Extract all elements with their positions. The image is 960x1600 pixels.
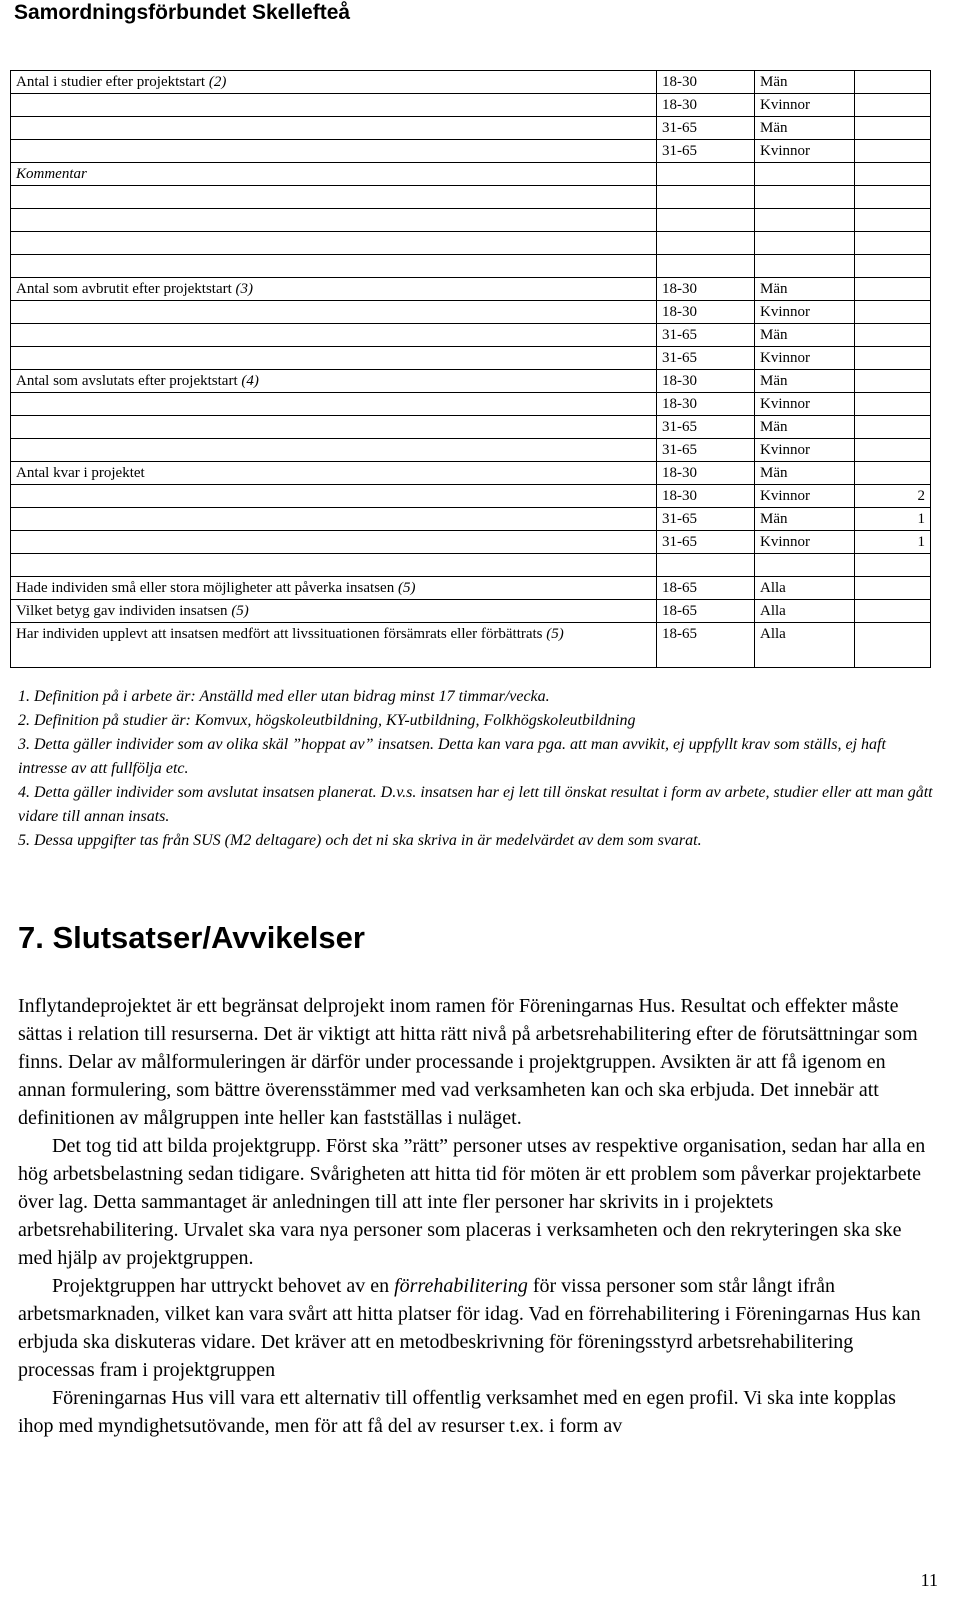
count-cell	[855, 163, 931, 186]
organization-name: Samordningsförbundet Skellefteå	[14, 1, 351, 24]
age-group-cell: 31-65	[657, 531, 755, 554]
table-row	[11, 301, 931, 324]
table-row	[11, 554, 931, 577]
row-label-cell	[11, 163, 657, 186]
row-label-cell	[11, 485, 657, 508]
age-group-cell: 18-65	[657, 600, 755, 623]
row-label-cell	[11, 577, 657, 600]
table-row	[11, 347, 931, 370]
age-group-cell: 18-30	[657, 485, 755, 508]
table-row	[11, 508, 931, 531]
table-row	[11, 370, 931, 393]
count-cell	[855, 71, 931, 94]
row-label-cell	[11, 186, 657, 209]
paragraph-1: Inflytandeprojektet är ett begränsat delprojekt inom ramen för Föreningarnas Hus. Resultat och effekter måste sättas i relation till resurserna. Det är viktigt att hitta rätt nivå på arbetsrehabilitering efter de förutsättningar som finns. Delar av målformuleringen är därför under processande i projektgruppen. Avsikten är att få igenom en annan formulering, som bättre överensstämmer med vad verksamheten kan och ska erbjuda. Det innebär att definitionen av målgruppen inte heller kan fastställas i nuläget.	[18, 995, 918, 1129]
paragraph-3-emphasis: förrehabilitering	[394, 1275, 528, 1297]
section-body	[18, 992, 933, 1440]
paragraph-2: Det tog tid att bilda projektgrupp. Först ska ”rätt” personer utses av respektive organisation, sedan har alla en hög arbetsbelastning sedan tidigare. Svårigheten att hitta tid för möten är ett problem som påverkar projektarbete över lag. Detta sammantaget är anledningen till att inte fler personer har skrivits in i projektets arbetsrehabilitering. Urvalet ska vara nya personer som placeras i verksamheten och den rekryteringen ska ske med hjälp av projektgruppen.	[18, 1135, 926, 1269]
table-row	[11, 439, 931, 462]
row-label-note: (5)	[546, 626, 564, 642]
paragraph-3-end: för vissa personer som står långt ifrån arbetsmarknaden, vilket kan vara svårt att hitta platser för idag. Vad en förrehabilitering i Föreningarnas Hus kan erbjuda ska diskuteras vidare. Det kräver att en metodbeskrivning för föreningsstyrd arbetsrehabilitering processas fram i projektgruppen	[18, 1275, 921, 1381]
row-label-cell	[11, 347, 657, 370]
footnote-3: 3. Detta gäller individer som av olika skäl ”hoppat av” insatsen. Detta kan vara pga. att man avvikit, ej uppfyllt krav som ställs, ej haft intresse av att fullfölja etc.	[18, 736, 886, 777]
row-label-note: (5)	[231, 603, 249, 619]
gender-cell	[755, 255, 855, 278]
count-cell	[855, 439, 931, 462]
table-row	[11, 462, 931, 485]
row-label-cell	[11, 600, 657, 623]
section-heading: 7. Slutsatser/Avvikelser	[18, 920, 365, 955]
row-label-cell	[11, 255, 657, 278]
row-label: Vilket betyg gav individen insatsen	[16, 603, 232, 619]
table-row	[11, 485, 931, 508]
row-label-cell	[11, 462, 657, 485]
gender-cell: Kvinnor	[755, 393, 855, 416]
table-row	[11, 232, 931, 255]
paragraph-3-start: Projektgruppen har uttryckt behovet av en	[52, 1275, 395, 1297]
gender-cell: Kvinnor	[755, 485, 855, 508]
age-group-cell: 18-30	[657, 301, 755, 324]
count-cell	[855, 117, 931, 140]
gender-cell: Kvinnor	[755, 94, 855, 117]
gender-cell: Alla	[755, 600, 855, 623]
count-cell: 2	[855, 485, 931, 508]
gender-cell	[755, 554, 855, 577]
count-cell	[855, 554, 931, 577]
gender-cell: Män	[755, 462, 855, 485]
row-label-note: (5)	[397, 580, 416, 596]
age-group-cell: 18-65	[657, 577, 755, 600]
age-group-cell: 18-30	[657, 278, 755, 301]
row-label-cell	[11, 623, 657, 668]
row-label-cell	[11, 416, 657, 439]
gender-cell: Män	[755, 370, 855, 393]
count-cell	[855, 462, 931, 485]
count-cell	[855, 278, 931, 301]
table-row	[11, 71, 931, 94]
row-label-cell	[11, 324, 657, 347]
age-group-cell: 18-30	[657, 462, 755, 485]
gender-cell	[755, 232, 855, 255]
count-cell	[855, 347, 931, 370]
count-cell	[855, 370, 931, 393]
gender-cell	[755, 209, 855, 232]
gender-cell: Alla	[755, 623, 855, 668]
age-group-cell: 18-30	[657, 393, 755, 416]
gender-cell: Män	[755, 71, 855, 94]
age-group-cell	[657, 186, 755, 209]
table-row	[11, 623, 931, 668]
age-group-cell	[657, 163, 755, 186]
age-group-cell: 31-65	[657, 324, 755, 347]
gender-cell: Kvinnor	[755, 439, 855, 462]
gender-cell: Män	[755, 278, 855, 301]
table-row	[11, 324, 931, 347]
count-cell	[855, 324, 931, 347]
row-label-cell	[11, 209, 657, 232]
table-row	[11, 94, 931, 117]
footnote-4: 4. Detta gäller individer som avslutat insatsen planerat. D.v.s. insatsen har ej lett till önskat resultat i form av arbete, studier eller att man gått vidare till annan insats.	[18, 784, 933, 825]
row-label-cell	[11, 439, 657, 462]
count-cell: 1	[855, 508, 931, 531]
row-label: Antal som avslutats efter projektstart	[16, 373, 242, 389]
table-row	[11, 163, 931, 186]
gender-cell: Kvinnor	[755, 301, 855, 324]
count-cell: 1	[855, 531, 931, 554]
row-label: Antal kvar i projektet	[16, 465, 145, 481]
age-group-cell: 31-65	[657, 140, 755, 163]
paragraph-3	[18, 1272, 933, 1384]
page-number: 11	[920, 1570, 938, 1590]
count-cell	[855, 140, 931, 163]
age-group-cell: 31-65	[657, 508, 755, 531]
table-row	[11, 140, 931, 163]
row-label-cell	[11, 117, 657, 140]
count-cell	[855, 94, 931, 117]
table-row	[11, 393, 931, 416]
row-label-cell	[11, 370, 657, 393]
count-cell	[855, 416, 931, 439]
row-label-cell	[11, 531, 657, 554]
table-row	[11, 577, 931, 600]
gender-cell	[755, 163, 855, 186]
gender-cell: Män	[755, 508, 855, 531]
row-label-cell	[11, 508, 657, 531]
table-row	[11, 531, 931, 554]
paragraph-4: Föreningarnas Hus vill vara ett alternativ till offentlig verksamhet med en egen profil. Vi ska inte kopplas ihop med myndighetsutövande, men för att få del av resurser t.ex. i form av	[18, 1387, 896, 1437]
gender-cell: Kvinnor	[755, 140, 855, 163]
count-cell	[855, 393, 931, 416]
row-label-note: (4)	[241, 373, 259, 389]
gender-cell: Kvinnor	[755, 531, 855, 554]
row-label: Har individen upplevt att insatsen medfört att livssituationen försämrats eller förbättrats	[16, 626, 547, 642]
count-cell	[855, 232, 931, 255]
row-label-note: Kommentar	[16, 166, 87, 182]
table-row	[11, 186, 931, 209]
age-group-cell: 18-30	[657, 94, 755, 117]
count-cell	[855, 301, 931, 324]
age-group-cell: 31-65	[657, 347, 755, 370]
gender-cell: Män	[755, 416, 855, 439]
footnote-2: 2. Definition på studier är: Komvux, högskoleutbildning, KY-utbildning, Folkhögskoleutbildning	[18, 712, 636, 729]
row-label-cell	[11, 393, 657, 416]
gender-cell: Män	[755, 324, 855, 347]
row-label-cell	[11, 301, 657, 324]
gender-cell: Män	[755, 117, 855, 140]
row-label: Hade individen små eller stora möjligheter att påverka insatsen	[16, 580, 398, 596]
age-group-cell: 31-65	[657, 117, 755, 140]
table-row	[11, 600, 931, 623]
table-row	[11, 278, 931, 301]
table-row	[11, 209, 931, 232]
age-group-cell: 18-65	[657, 623, 755, 668]
row-label-cell	[11, 140, 657, 163]
table-row	[11, 117, 931, 140]
row-label: Antal som avbrutit efter projektstart	[16, 281, 236, 297]
count-cell	[855, 209, 931, 232]
age-group-cell	[657, 209, 755, 232]
count-cell	[855, 577, 931, 600]
count-cell	[855, 186, 931, 209]
gender-cell: Kvinnor	[755, 347, 855, 370]
count-cell	[855, 623, 931, 668]
row-label-note: (3)	[235, 281, 254, 297]
table-row	[11, 255, 931, 278]
row-label-cell	[11, 94, 657, 117]
row-label-cell	[11, 278, 657, 301]
footnote-5: 5. Dessa uppgifter tas från SUS (M2 deltagare) och det ni ska skriva in är medelvärdet av dem som svarat.	[18, 832, 702, 849]
row-label-cell	[11, 71, 657, 94]
count-cell	[855, 600, 931, 623]
count-cell	[855, 255, 931, 278]
age-group-cell	[657, 255, 755, 278]
statistics-table	[10, 70, 931, 668]
row-label-cell	[11, 554, 657, 577]
footnote-1: 1. Definition på i arbete är: Anställd med eller utan bidrag minst 17 timmar/vecka.	[18, 688, 550, 705]
age-group-cell: 18-30	[657, 370, 755, 393]
age-group-cell	[657, 554, 755, 577]
row-label-note: (2)	[208, 74, 227, 90]
age-group-cell	[657, 232, 755, 255]
age-group-cell: 31-65	[657, 439, 755, 462]
footnotes	[18, 685, 933, 853]
row-label-cell	[11, 232, 657, 255]
row-label: Antal i studier efter projektstart	[16, 74, 209, 90]
age-group-cell: 31-65	[657, 416, 755, 439]
gender-cell: Alla	[755, 577, 855, 600]
table-row	[11, 416, 931, 439]
age-group-cell: 18-30	[657, 71, 755, 94]
gender-cell	[755, 186, 855, 209]
